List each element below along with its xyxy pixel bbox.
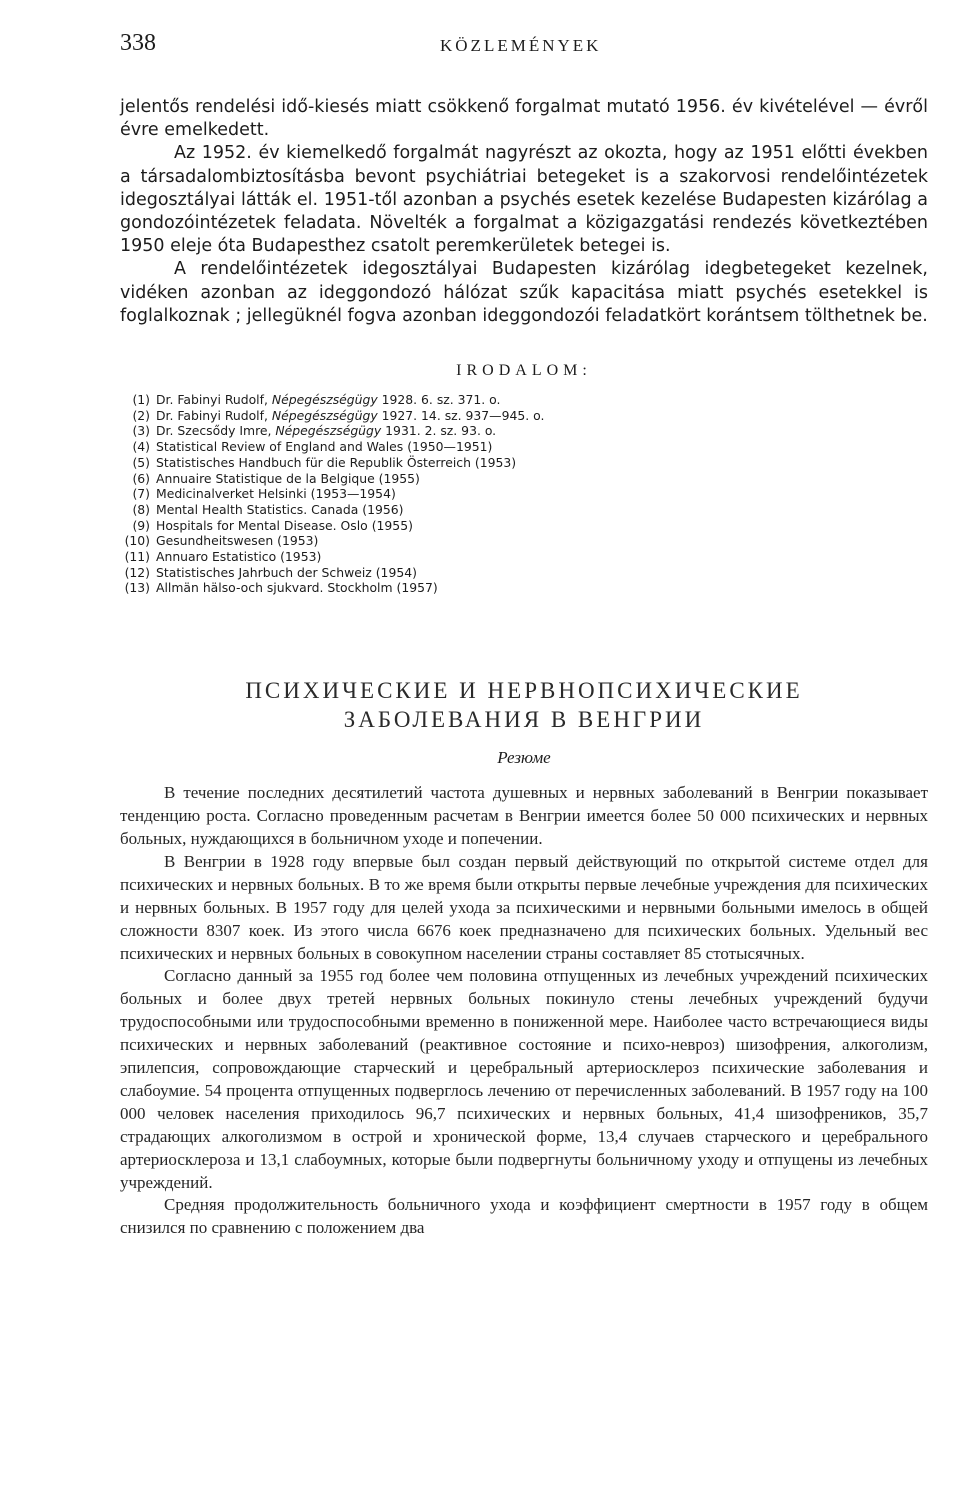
reference-number: (12) bbox=[124, 564, 150, 580]
reference-text: Hospitals for Mental Disease. Oslo (1955) bbox=[156, 517, 413, 533]
reference-item bbox=[120, 549, 928, 565]
reference-journal: Népegészségügy bbox=[275, 423, 382, 439]
reference-author: Dr. Szecsődy Imre, bbox=[156, 423, 276, 439]
reference-number: (1) bbox=[132, 392, 150, 408]
reference-number: (4) bbox=[132, 439, 150, 455]
reference-details: 1927. 14. sz. 937—945. o. bbox=[377, 407, 545, 423]
reference-item bbox=[120, 533, 928, 549]
paragraph: jelentős rendelési idő-kiesés miatt csökkenő forgalmat mutató 1956. év kivételével — évről évre emelkedett. bbox=[120, 97, 928, 141]
reference-item bbox=[120, 471, 928, 487]
reference-text: Gesundheitswesen (1953) bbox=[156, 533, 319, 549]
reference-item bbox=[120, 565, 928, 581]
reference-text: Medicinalverket Helsinki (1953—1954) bbox=[156, 486, 396, 502]
reference-journal: Népegészségügy bbox=[271, 392, 378, 408]
reference-number: (5) bbox=[132, 454, 150, 470]
reference-item bbox=[120, 580, 928, 596]
reference-text: Allmän hälso-och sjukvard. Stockholm (1957) bbox=[156, 580, 438, 596]
reference-item bbox=[120, 392, 928, 408]
reference-number: (10) bbox=[124, 533, 150, 549]
reference-number: (6) bbox=[132, 470, 150, 486]
page-number: 338 bbox=[120, 30, 156, 56]
reference-item bbox=[120, 439, 928, 455]
hungarian-body bbox=[120, 96, 928, 328]
running-head bbox=[120, 28, 928, 68]
reference-item bbox=[120, 455, 928, 471]
reference-number: (8) bbox=[132, 501, 150, 517]
references-heading: IRODALOM: bbox=[456, 362, 592, 380]
paragraph: A rendelőintézetek idegosztályai Budapesten kizárólag idegbetegeket kezelnek, vidéken azonban az ideggondozó hálózat szűk kapacitása miatt psychés esetekkel is foglalkoznak ; jellegüknél fogva azonban ideggondozói feladatkört korántsem tölthetnek be. bbox=[120, 259, 928, 326]
paragraph: Az 1952. év kiemelkedő forgalmát nagyrészt az okozta, hogy az 1951 előtti években a társadalombiztosításba bevont psychiátriai betegeket is a szakorvosi rendelőintézetek idegosztályai látták el. 1951-től azonban a psychés esetek kezelése Budapesten kizárólag a gondozóintézetek feladata. Növelték a forgalmat a közigazgatási rendezés következtében 1950 eleje óta Budapesthez csatolt peremkerületek betegei is. bbox=[120, 143, 928, 257]
paragraph: Согласно данный за 1955 год более чем половина отпущенных из лечебных учреждений психических больных и более двух третей нервных больных покинуло стены лечебных учреждений будучи трудоспособными или трудоспособными временно в пониженной мере. Наиболее часто встречающиеся виды психических и нервных заболеваний (реактивное состояние и психо-невроз) шизофрения, алкоголизм, эпилепсия, сопровождающие старческий и церебральный артериосклероз психические заболевания и слабоумие. 54 процента отпущенных подверглось лечению от перечисленных заболеваний. В 1957 году на 100 000 человек населения приходилось 96,7 психических и нервных больных, 41,4 шизофреников, 35,7 страдающих алкоголизмом в острой и хронической форме, 13,4 случаев старческого и церебрального артериосклероза и 13,1 слабоумных, которые были подвергнуты больничному уходу и отпущены из лечебных учреждений. bbox=[120, 966, 928, 1192]
reference-number: (7) bbox=[132, 486, 150, 502]
reference-details: 1931. 2. sz. 93. o. bbox=[381, 423, 497, 439]
reference-text: Statistical Review of England and Wales (1950—1951) bbox=[156, 439, 493, 455]
reference-number: (11) bbox=[124, 549, 150, 565]
reference-author: Dr. Fabinyi Rudolf, bbox=[156, 392, 272, 408]
reference-item bbox=[120, 518, 928, 534]
page bbox=[120, 28, 928, 1240]
reference-item bbox=[120, 502, 928, 518]
reference-item bbox=[120, 408, 928, 424]
russian-title-line: ЗАБОЛЕВАНИЯ В ВЕНГРИИ bbox=[343, 707, 705, 733]
reference-number: (13) bbox=[124, 580, 150, 596]
reference-author: Dr. Fabinyi Rudolf, bbox=[156, 407, 272, 423]
reference-text: Statistisches Handbuch für die Republik Österreich (1953) bbox=[156, 454, 517, 470]
russian-title-line: ПСИХИЧЕСКИЕ И НЕРВНОПСИХИЧЕСКИЕ bbox=[245, 678, 803, 704]
reference-details: 1928. 6. sz. 371. o. bbox=[377, 392, 501, 408]
reference-journal: Népegészségügy bbox=[271, 407, 378, 423]
reference-text: Annuaire Statistique de la Belgique (1955) bbox=[156, 470, 420, 486]
reference-item bbox=[120, 423, 928, 439]
paragraph: Средняя продолжительность больничного ухода и коэффициент смертности в 1957 году в общем снизился по сравнению с положением два bbox=[120, 1195, 928, 1238]
paragraph: В Венгрии в 1928 году впервые был создан первый действующий по открытой системе отдел для психических и нервных больных. В то же время были открыты первые лечебные учреждения для психических и нервных больных. В 1957 году для целей ухода за психическими и нервными больными имелось в общей сложности 8307 коек. Из этого числа 6676 коек предназначено для психических больных. Удельный вес психических и нервных больных в совокупном населении страны составляет 85 стотысячных. bbox=[120, 851, 928, 963]
russian-title bbox=[120, 676, 928, 734]
reference-text: Statistisches Jahrbuch der Schweiz (1954) bbox=[156, 564, 417, 580]
reference-number: (3) bbox=[132, 423, 150, 439]
paragraph: В течение последних десятилетий частота душевных и нервных заболеваний в Венгрии показывает тенденцию роста. Согласно проведенным расчетам в Венгрии имеется более 50 000 психических и нервных больных, нуждающихся в больничном уходе и попечении. bbox=[120, 783, 928, 848]
reference-number: (9) bbox=[132, 517, 150, 533]
reference-item bbox=[120, 486, 928, 502]
reference-text: Mental Health Statistics. Canada (1956) bbox=[156, 501, 404, 517]
reference-text: Annuaro Estatistico (1953) bbox=[156, 549, 322, 565]
running-title: KÖZLEMÉNYEK bbox=[440, 36, 602, 55]
reference-number: (2) bbox=[132, 407, 150, 423]
russian-subtitle: Резюме bbox=[497, 748, 551, 768]
reference-list bbox=[120, 392, 928, 596]
russian-body bbox=[120, 782, 928, 1240]
